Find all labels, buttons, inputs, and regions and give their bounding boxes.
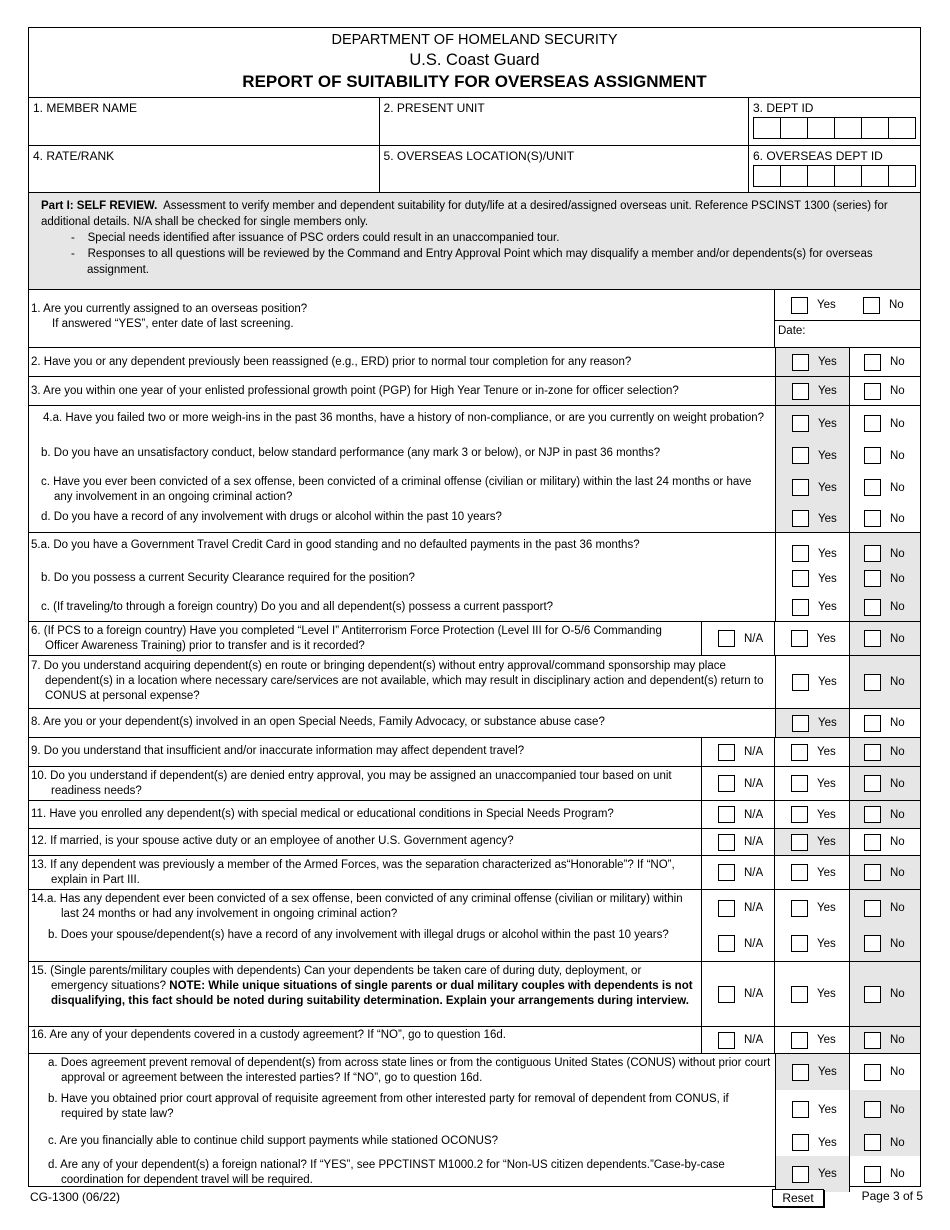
- question-text: If answered “YES”, enter date of last screening.: [52, 318, 294, 330]
- yes-checkbox[interactable]: [792, 447, 809, 464]
- question-text: b. Do you have an unsatisfactory conduct, below standard performance (any mark 3 or below), or NJP in past 36 months?: [41, 447, 661, 459]
- na-checkbox[interactable]: [718, 935, 735, 952]
- question-text: 12. If married, is your spouse active duty or an employee of another U.S. Government agency?: [31, 835, 514, 847]
- question-1: 1. Are you currently assigned to an overseas position? If answered “YES”, enter date of last screening. Yes No Date:: [29, 290, 920, 348]
- question-2: 2. Have you or any dependent previously been reassigned (e.g., ERD) prior to normal tour completion for any reason? Yes No: [29, 348, 920, 377]
- question-4a: 4.a. Have you failed two or more weigh-ins in the past 36 months, have a history of non-compliance, or are you currently on weight probation? Yes No: [29, 406, 920, 441]
- question-14b: b. Does your spouse/dependent(s) have a record of any involvement with illegal drugs or alcohol within the past 10 years? N/A Yes No: [29, 926, 920, 962]
- dept-id-label: 3. DEPT ID: [753, 101, 814, 115]
- overseas-dept-id-field: [749, 146, 920, 192]
- question-12: 12. If married, is your spouse active duty or an employee of another U.S. Government agency? N/A Yes No: [29, 829, 920, 856]
- no-checkbox[interactable]: [864, 510, 881, 527]
- no-checkbox[interactable]: [864, 674, 881, 691]
- overseas-dept-id-boxes[interactable]: [753, 165, 916, 187]
- id-row-2: [29, 146, 920, 193]
- yes-checkbox[interactable]: [792, 545, 809, 562]
- question-text: d. Are any of your dependent(s) a foreign national? If “YES”, see PPCTINST M1000.2 for “Non-US citizen dependents.”Case-by-case coordination for dependent travel will be required.: [48, 1159, 725, 1186]
- question-text: 4.a. Have you failed two or more weigh-ins in the past 36 months, have a history of non-compliance, or are you currently on weight probation?: [43, 412, 765, 424]
- dept-id-boxes[interactable]: [753, 117, 916, 139]
- question-16a: a. Does agreement prevent removal of dependent(s) from across state lines or from the contiguous United States (CONUS) without prior court approval or agreement between the interested parties? If “NO”, go to question 16d. Yes No: [29, 1054, 920, 1090]
- yes-checkbox[interactable]: [791, 864, 808, 881]
- yes-checkbox[interactable]: [791, 935, 808, 952]
- yes-checkbox[interactable]: [792, 510, 809, 527]
- na-checkbox[interactable]: [718, 806, 735, 823]
- question-16c: c. Are you financially able to continue child support payments while stationed OCONUS? Yes No: [29, 1129, 920, 1156]
- question-13: 13. If any dependent was previously a member of the Armed Forces, was the separation characterized as“Honorable”? If “NO”, explain in Part III. N/A Yes No: [29, 856, 920, 890]
- na-checkbox[interactable]: [718, 775, 735, 792]
- question-text: 15. (Single parents/military couples with dependents) Can your dependents be taken care of during duty, deployment, or emergency situations? NOTE: While unique situations of single parents or dual military couples with dependents is not disqualifying, this fact should be noted during suitability determination. Explain your arrangements during interview.: [31, 965, 693, 1007]
- yes-checkbox[interactable]: [792, 1134, 809, 1151]
- no-checkbox[interactable]: [864, 1101, 881, 1118]
- reset-button[interactable]: Reset: [772, 1189, 824, 1207]
- na-checkbox[interactable]: [718, 900, 735, 917]
- question-text: b. Does your spouse/dependent(s) have a record of any involvement with illegal drugs or alcohol within the past 10 years?: [48, 929, 669, 941]
- question-5c: c. (If traveling/to through a foreign country) Do you and all dependent(s) possess a current passport? Yes No: [29, 593, 920, 622]
- question-text: 5.a. Do you have a Government Travel Credit Card in good standing and no defaulted payments in the past 36 months?: [31, 539, 640, 551]
- member-name-label: 1. MEMBER NAME: [33, 101, 138, 115]
- no-checkbox[interactable]: [864, 775, 881, 792]
- question-8: 8. Are you or your dependent(s) involved in an open Special Needs, Family Advocacy, or substance abuse case? Yes No: [29, 709, 920, 738]
- no-checkbox[interactable]: [864, 986, 881, 1003]
- yes-checkbox[interactable]: [791, 1032, 808, 1049]
- question-text: 11. Have you enrolled any dependent(s) with special medical or educational conditions in Special Needs Program?: [31, 808, 614, 820]
- part1-bullet-2: Responses to all questions will be reviewed by the Command and Entry Approval Point which may disqualify a member and/or dependents(s) for overseas assignment.: [87, 248, 873, 276]
- question-7: 7. Do you understand acquiring dependent(s) en route or bringing dependent(s) without entry approval/command sponsorship may place dependent(s) in a location where necessary care/services are not available, which may result in disciplinary action and dependent(s) return to CONUS at personal expense? Yes No: [29, 656, 920, 709]
- yes-checkbox[interactable]: [792, 415, 809, 432]
- no-checkbox[interactable]: [864, 354, 881, 371]
- yes-checkbox[interactable]: [791, 900, 808, 917]
- yes-checkbox[interactable]: [791, 744, 808, 761]
- yes-checkbox[interactable]: [792, 715, 809, 732]
- question-16: 16. Are any of your dependents covered in a custody agreement? If “NO”, go to question 16d. N/A Yes No: [29, 1027, 920, 1054]
- no-checkbox[interactable]: [864, 447, 881, 464]
- yes-checkbox[interactable]: [791, 297, 808, 314]
- present-unit-field[interactable]: [380, 98, 749, 145]
- form-frame: [28, 27, 921, 1187]
- yes-checkbox[interactable]: [792, 1166, 809, 1183]
- overseas-location-field[interactable]: [380, 146, 749, 192]
- screening-date-field[interactable]: Date:: [778, 325, 806, 337]
- no-checkbox[interactable]: [864, 415, 881, 432]
- question-text: 8. Are you or your dependent(s) involved in an open Special Needs, Family Advocacy, or substance abuse case?: [31, 716, 605, 728]
- yes-checkbox[interactable]: [792, 354, 809, 371]
- question-4b: b. Do you have an unsatisfactory conduct, below standard performance (any mark 3 or below), or NJP in past 36 months? Yes No: [29, 441, 920, 470]
- form-title: REPORT OF SUITABILITY FOR OVERSEAS ASSIGNMENT: [242, 72, 707, 91]
- id-row-1: [29, 98, 920, 146]
- question-6: 6. (If PCS to a foreign country) Have you completed “Level I” Antiterrorism Force Protection (Level III for O-5/6 Commanding Officer Awareness Training) prior to transfer and is it recorded? N/A Yes No: [29, 622, 920, 656]
- no-checkbox[interactable]: [864, 1134, 881, 1151]
- yes-checkbox[interactable]: [791, 986, 808, 1003]
- question-3: 3. Are you within one year of your enlisted professional growth point (PGP) for High Year Tenure or in-zone for officer selection? Yes No: [29, 377, 920, 406]
- question-text: 3. Are you within one year of your enlisted professional growth point (PGP) for High Year Tenure or in-zone for officer selection?: [31, 385, 679, 397]
- no-checkbox[interactable]: [864, 1064, 881, 1081]
- question-5b: b. Do you possess a current Security Clearance required for the position? Yes No: [29, 564, 920, 593]
- no-checkbox[interactable]: [864, 599, 881, 616]
- yes-checkbox[interactable]: [791, 775, 808, 792]
- overseas-location-label: 5. OVERSEAS LOCATION(S)/UNIT: [383, 149, 575, 163]
- question-14a: 14.a. Has any dependent ever been convicted of a sex offense, been convicted of any criminal offense (civilian or military) within last 24 months or had any involvement in ongoing criminal action? N/A Yes No: [29, 890, 920, 926]
- part1-bullet-1: Special needs identified after issuance of PSC orders could result in an unaccompanied tour.: [87, 232, 560, 244]
- form-id: CG-1300 (06/22): [30, 1190, 121, 1204]
- question-text: 6. (If PCS to a foreign country) Have you completed “Level I” Antiterrorism Force Protection (Level III for O-5/6 Commanding Officer Awareness Training) prior to transfer and is it recorded?: [31, 625, 662, 652]
- no-checkbox[interactable]: [864, 1166, 881, 1183]
- question-text: d. Do you have a record of any involvement with drugs or alcohol within the past 10 years?: [41, 511, 502, 523]
- form-header: [29, 28, 920, 98]
- no-checkbox[interactable]: [864, 864, 881, 881]
- question-text: b. Do you possess a current Security Clearance required for the position?: [41, 572, 415, 584]
- yes-checkbox[interactable]: [792, 383, 809, 400]
- no-checkbox[interactable]: [863, 297, 880, 314]
- no-checkbox[interactable]: [864, 1032, 881, 1049]
- question-15: 15. (Single parents/military couples with dependents) Can your dependents be taken care of during duty, deployment, or emergency situations? NOTE: While unique situations of single parents or dual military couples with dependents is not disqualifying, this fact should be noted during suitability determination. Explain your arrangements during interview. N/A Yes No: [29, 962, 920, 1027]
- yes-checkbox[interactable]: [792, 1064, 809, 1081]
- yes-checkbox[interactable]: [792, 1101, 809, 1118]
- dept-id-field: [749, 98, 920, 145]
- na-checkbox[interactable]: [718, 744, 735, 761]
- yes-checkbox[interactable]: [792, 599, 809, 616]
- question-text: 16. Are any of your dependents covered in a custody agreement? If “NO”, go to question 16d.: [31, 1029, 506, 1041]
- no-checkbox[interactable]: [864, 479, 881, 496]
- question-text: 13. If any dependent was previously a member of the Armed Forces, was the separation characterized as“Honorable”? If “NO”, explain in Part III.: [31, 859, 675, 886]
- yes-checkbox[interactable]: [791, 630, 808, 647]
- question-text: 1. Are you currently assigned to an overseas position?: [31, 303, 308, 315]
- no-checkbox[interactable]: [864, 744, 881, 761]
- na-checkbox[interactable]: [718, 834, 735, 851]
- question-5a: 5.a. Do you have a Government Travel Credit Card in good standing and no defaulted payments in the past 36 months? Yes No: [29, 533, 920, 564]
- question-text: 14.a. Has any dependent ever been convicted of a sex offense, been convicted of any criminal offense (civilian or military) within last 24 months or had any involvement in ongoing criminal action?: [31, 893, 683, 920]
- yes-checkbox[interactable]: [792, 479, 809, 496]
- no-checkbox[interactable]: [864, 900, 881, 917]
- na-checkbox[interactable]: [718, 986, 735, 1003]
- question-4c: c. Have you ever been convicted of a sex offense, been convicted of a criminal offense (civilian or military) within the last 24 months or have any involvement in an ongoing criminal action? Yes No: [29, 470, 920, 505]
- agency-name: U.S. Coast Guard: [409, 51, 540, 69]
- no-checkbox[interactable]: [864, 545, 881, 562]
- question-text: a. Does agreement prevent removal of dependent(s) from across state lines or from the contiguous United States (CONUS) without prior court approval or agreement between the interested parties? If “NO”, go to question 16d.: [48, 1057, 771, 1084]
- member-name-field[interactable]: [29, 98, 380, 145]
- na-checkbox[interactable]: [718, 1032, 735, 1049]
- question-text: 9. Do you understand that insufficient and/or inaccurate information may affect dependent travel?: [31, 745, 525, 757]
- question-16b: b. Have you obtained prior court approval of requisite agreement from other interested party for removal of dependent from CONUS, if required by state law? Yes No: [29, 1090, 920, 1129]
- no-checkbox[interactable]: [864, 715, 881, 732]
- question-9: 9. Do you understand that insufficient and/or inaccurate information may affect dependent travel? N/A Yes No: [29, 738, 920, 767]
- department-name: DEPARTMENT OF HOMELAND SECURITY: [331, 32, 618, 48]
- no-checkbox[interactable]: [864, 806, 881, 823]
- no-checkbox[interactable]: [864, 383, 881, 400]
- question-16d: d. Are any of your dependent(s) a foreign national? If “YES”, see PPCTINST M1000.2 for “Non-US citizen dependents.”Case-by-case coordination for dependent travel will be required. Yes No: [29, 1156, 920, 1192]
- rate-rank-label: 4. RATE/RANK: [33, 149, 115, 163]
- na-checkbox[interactable]: [718, 630, 735, 647]
- question-4d: d. Do you have a record of any involvement with drugs or alcohol within the past 10 years? Yes No: [29, 505, 920, 533]
- question-text: c. Have you ever been convicted of a sex offense, been convicted of a criminal offense (civilian or military) within the last 24 months or have any involvement in an ongoing criminal action?: [41, 476, 752, 503]
- form-footer: [30, 1190, 923, 1204]
- part1-intro: Assessment to verify member and dependent suitability for duty/life at a desired/assigned overseas unit. Reference PSCINST 1300 (series) for additional details. N/A shall be checked for single members only.: [41, 200, 888, 228]
- overseas-dept-id-label: 6. OVERSEAS DEPT ID: [753, 149, 883, 163]
- question-text: c. Are you financially able to continue child support payments while stationed OCONUS?: [48, 1135, 499, 1147]
- no-checkbox[interactable]: [864, 834, 881, 851]
- yes-checkbox[interactable]: [791, 834, 808, 851]
- yes-checkbox[interactable]: [792, 674, 809, 691]
- question-15-note: NOTE: While unique situations of single parents or dual military couples with dependents is not disqualifying, this fact should be noted during suitability determination. Explain your arrangements during interview.: [51, 980, 693, 1007]
- yes-checkbox[interactable]: [792, 570, 809, 587]
- question-11: 11. Have you enrolled any dependent(s) with special medical or educational conditions in Special Needs Program? N/A Yes No: [29, 801, 920, 829]
- question-text: b. Have you obtained prior court approval of requisite agreement from other interested party for removal of dependent from CONUS, if required by state law?: [48, 1093, 729, 1120]
- part1-heading: Part I: SELF REVIEW.: [41, 200, 158, 212]
- page-number: Page 3 of 5: [861, 1189, 923, 1203]
- question-text: 7. Do you understand acquiring dependent(s) en route or bringing dependent(s) without entry approval/command sponsorship may place dependent(s) in a location where necessary care/services are not available, which may result in disciplinary action and dependent(s) return to CONUS at personal expense?: [31, 660, 764, 702]
- no-checkbox[interactable]: [864, 570, 881, 587]
- question-text: 2. Have you or any dependent previously been reassigned (e.g., ERD) prior to normal tour completion for any reason?: [31, 356, 632, 368]
- no-checkbox[interactable]: [864, 630, 881, 647]
- present-unit-label: 2. PRESENT UNIT: [383, 101, 485, 115]
- question-10: 10. Do you understand if dependent(s) are denied entry approval, you may be assigned an unaccompanied tour based on unit readiness needs? N/A Yes No: [29, 767, 920, 801]
- question-text: 10. Do you understand if dependent(s) are denied entry approval, you may be assigned an unaccompanied tour based on unit readiness needs?: [31, 770, 672, 797]
- na-checkbox[interactable]: [718, 864, 735, 881]
- part1-instructions: Part I: SELF REVIEW. Assessment to verify member and dependent suitability for duty/life at a desired/assigned overseas unit. Reference PSCINST 1300 (series) for additional details. N/A shall be checked for single members only. - Special needs identified after issuance of PSC orders could result in an unaccompanied tour. - Responses to all questions will be reviewed by the Command and Entry Approval Point which may disqualify a member and/or dependents(s) for overseas assignment.: [29, 193, 920, 290]
- no-checkbox[interactable]: [864, 935, 881, 952]
- rate-rank-field[interactable]: [29, 146, 380, 192]
- question-text: c. (If traveling/to through a foreign country) Do you and all dependent(s) possess a current passport?: [41, 601, 554, 613]
- yes-checkbox[interactable]: [791, 806, 808, 823]
